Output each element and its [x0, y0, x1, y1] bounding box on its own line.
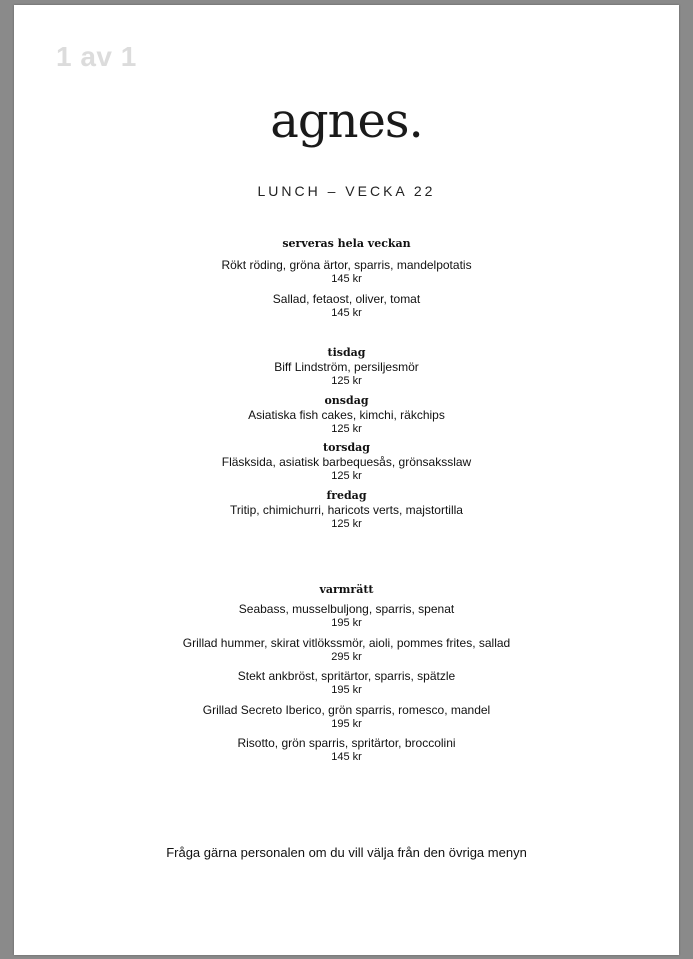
menu-item-price: 125 kr — [331, 518, 362, 530]
day-heading: fredag — [326, 489, 367, 502]
menu-item-name: Rökt röding, gröna ärtor, sparris, mandelpotatis — [221, 258, 472, 272]
menu-item-price: 125 kr — [331, 423, 362, 435]
menu-item-name: Biff Lindström, persiljesmör — [274, 360, 419, 374]
menu-item-price: 195 kr — [331, 617, 362, 629]
menu-item — [14, 258, 679, 286]
restaurant-logo: agnes. — [270, 93, 423, 149]
section-heading-mains: varmrätt — [319, 583, 374, 596]
menu-item-price: 145 kr — [331, 751, 362, 763]
menu-item-price: 125 kr — [331, 470, 362, 482]
day-special — [14, 441, 679, 483]
menu-item — [14, 636, 679, 664]
day-special — [14, 489, 679, 531]
menu-item — [14, 703, 679, 731]
menu-item — [14, 292, 679, 320]
day-heading: onsdag — [324, 394, 369, 407]
menu-item — [14, 736, 679, 764]
menu-item — [14, 602, 679, 630]
menu-item-price: 295 kr — [331, 651, 362, 663]
menu-item-name: Grillad hummer, skirat vitlökssmör, aioli, pommes frites, sallad — [182, 636, 511, 650]
menu-item-price: 145 kr — [331, 273, 362, 285]
document-page — [14, 5, 679, 955]
menu-item-name: Grillad Secreto Iberico, grön sparris, romesco, mandel — [202, 703, 491, 717]
day-heading: tisdag — [327, 346, 366, 359]
menu-item-name: Risotto, grön sparris, spritärtor, broccolini — [237, 736, 456, 750]
menu-item-name: Asiatiska fish cakes, kimchi, räkchips — [248, 408, 445, 422]
menu-item — [14, 669, 679, 697]
section-heading-whole-week: serveras hela veckan — [282, 237, 411, 250]
menu-item-price: 145 kr — [331, 307, 362, 319]
page-counter: 1 av 1 — [56, 41, 137, 72]
menu-item-price: 195 kr — [331, 718, 362, 730]
menu-item-price: 125 kr — [331, 375, 362, 387]
menu-item-name: Tritip, chimichurri, haricots verts, majstortilla — [230, 503, 463, 517]
menu-footer-note: Fråga gärna personalen om du vill välja från den övriga menyn — [166, 845, 527, 860]
day-special — [14, 346, 679, 388]
day-heading: torsdag — [323, 441, 370, 454]
menu-subtitle: LUNCH – VECKA 22 — [257, 183, 436, 199]
menu-item-name: Fläsksida, asiatisk barbequesås, grönsaksslaw — [221, 455, 472, 469]
menu-item-price: 195 kr — [331, 684, 362, 696]
menu-item-name: Stekt ankbröst, spritärtor, sparris, spätzle — [237, 669, 456, 683]
menu-item-name: Sallad, fetaost, oliver, tomat — [272, 292, 421, 306]
day-special — [14, 394, 679, 436]
menu-item-name: Seabass, musselbuljong, sparris, spenat — [238, 602, 455, 616]
